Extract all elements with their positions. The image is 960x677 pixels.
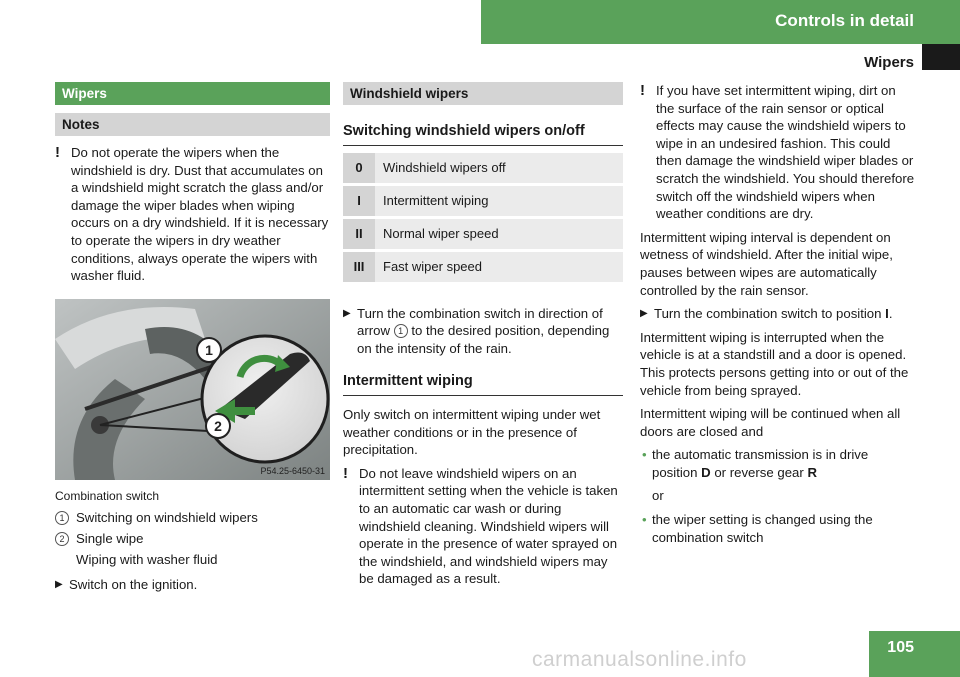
step-text-a: Turn the combination switch in direction of arrow (357, 305, 603, 339)
warning-text: Do not operate the wipers when the windshield is dry. Dust that accumulates on a windshield might scratch the glass and/or damage the wiper blades when wiping occurs on a dry windshield. If it is necessary to operate the wipers in dry weather conditions, always operate the wipers with washer fluid. (71, 145, 329, 284)
warning-text: Do not leave windshield wipers on an intermittent setting when the vehicle is taken to an automatic car wash or during windshield cleaning. Windshield wipers will operate in the presence of water sprayed on the windshield, and windshield wipers may be damaged as a result. (359, 465, 618, 587)
step-text: Turn the combination switch to position (654, 306, 882, 322)
legend-item (55, 530, 330, 548)
position-key-inline: I (885, 306, 889, 322)
step-text-b: to the desired position, depending on the intensity of the rain. (357, 323, 610, 356)
position-key: 0 (343, 153, 375, 183)
table-row (343, 186, 623, 216)
intermittent-paragraph: Only switch on intermittent wiping under wet weather conditions or in the presence of precipitation. (343, 406, 601, 458)
bullet-transmission (640, 446, 916, 481)
arrow-number: 1 (394, 324, 408, 338)
position-key: II (343, 219, 375, 249)
subheading-intermittent: Intermittent wiping (343, 373, 623, 396)
column-left (55, 82, 330, 600)
legend-number: 1 (55, 511, 69, 525)
step-arrow-icon: ▶ (343, 307, 351, 319)
interrupted-paragraph: Intermittent wiping is interrupted when the vehicle is at a standstill and a door is opened. This protects persons getting into or out of the vehicle from being sprayed. (640, 329, 909, 398)
bullet-text-mid: or reverse gear (714, 464, 804, 480)
legend-extra: Wiping with washer fluid (76, 551, 218, 567)
bullet-dot-icon: • (642, 447, 647, 463)
column-right (640, 82, 916, 552)
image-code: P54.25-6450-31 (260, 465, 325, 476)
step-arrow-icon: ▶ (55, 579, 63, 591)
page-number-band (869, 631, 960, 677)
bullet-dot-icon: • (642, 512, 647, 528)
legend-text: Switching on windshield wipers (76, 510, 258, 526)
combination-switch-image (55, 299, 330, 480)
column-middle (343, 82, 623, 594)
warning-icon: ! (55, 144, 60, 161)
step-switch-ignition (55, 576, 330, 594)
or-text: or (652, 488, 664, 504)
gear-reverse: R (807, 464, 817, 480)
step-period: . (888, 306, 893, 322)
position-key: III (343, 252, 375, 282)
position-label: Fast wiper speed (375, 252, 623, 282)
table-row (343, 252, 623, 282)
positions-table (343, 150, 623, 285)
continued-paragraph: Intermittent wiping will be continued when all doors are closed and (640, 406, 901, 439)
chapter-title: Controls in detail (775, 11, 914, 30)
bullet-text: the automatic transmission is in drive position (652, 447, 869, 480)
warning-car-wash (343, 465, 623, 588)
notes-heading-bar: Notes (55, 113, 330, 136)
warning-rain-sensor (640, 82, 916, 223)
wipers-heading-bar: Wipers (55, 82, 330, 105)
warning-icon: ! (343, 464, 348, 482)
interval-paragraph: Intermittent wiping interval is dependent on wetness of windshield. After the initial wipe, pauses between wipes are automatically controlled by the rain sensor. (640, 229, 893, 298)
step-text: Switch on the ignition. (69, 577, 198, 593)
legend-list (55, 509, 330, 568)
warning-text: If you have set intermittent wiping, dirt on the surface of the rain sensor or optical effects may cause the windshield wipers to wipe in an undesired fashion. This could then damage the windshield wiper blades or scratch the windshield. You should therefore switch off the windshield wipers when weather conditions are dry. (656, 83, 915, 222)
image-callout-1: 1 (205, 341, 213, 358)
bullet-text: the wiper setting is changed using the combination switch (652, 512, 873, 545)
legend-text: Single wipe (76, 530, 144, 546)
combination-switch-illustration (55, 299, 330, 480)
image-caption: Combination switch (55, 488, 160, 503)
section-tab (922, 44, 960, 70)
page-number: 105 (887, 639, 914, 656)
bullet-wiper-setting (640, 511, 916, 546)
warning-dry-windshield (55, 144, 330, 285)
position-label: Intermittent wiping (375, 186, 623, 216)
legend-item (55, 509, 330, 527)
table-row (343, 153, 623, 183)
gear-drive: D (701, 464, 711, 480)
position-key: I (343, 186, 375, 216)
windshield-wipers-heading-bar: Windshield wipers (343, 82, 623, 105)
step-turn-to-position (640, 305, 916, 323)
position-label: Normal wiper speed (375, 219, 623, 249)
table-row (343, 219, 623, 249)
position-label: Windshield wipers off (375, 153, 623, 183)
step-turn-switch (343, 305, 623, 358)
subheading-switching: Switching windshield wipers on/off (343, 123, 623, 146)
step-arrow-icon: ▶ (640, 308, 648, 320)
watermark: carmanualsonline.info (532, 648, 747, 671)
legend-number: 2 (55, 532, 69, 546)
warning-icon: ! (640, 82, 645, 99)
section-title: Wipers (864, 54, 914, 71)
image-callout-2: 2 (214, 417, 222, 434)
